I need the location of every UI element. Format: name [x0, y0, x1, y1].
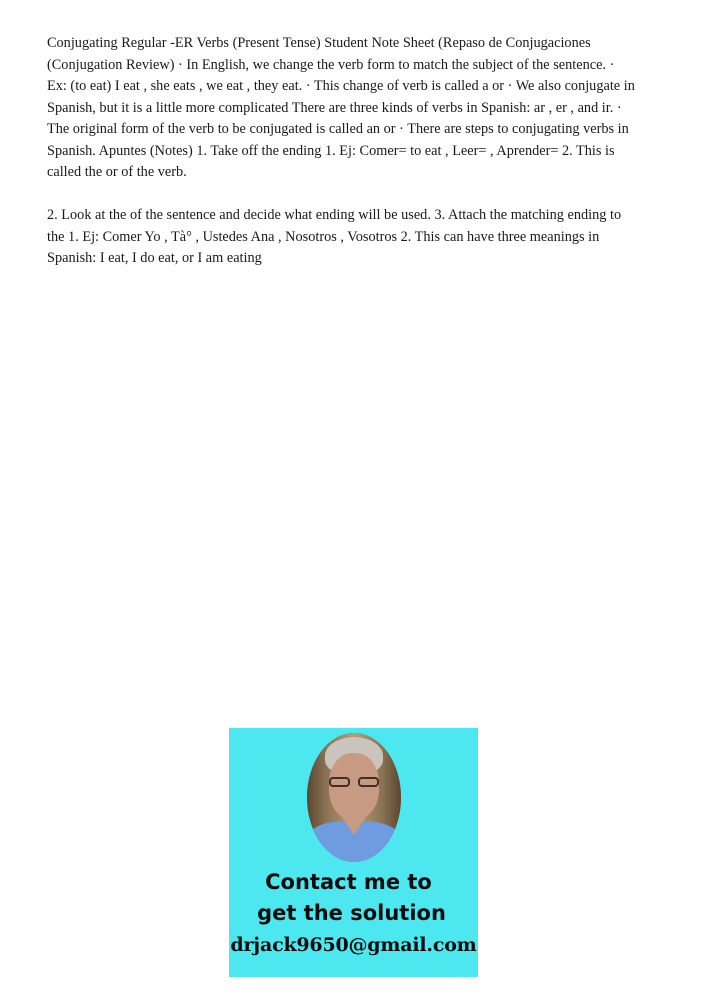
contact-heading-line-1: Contact me to	[265, 870, 432, 894]
contact-email: drjack9650@gmail.com	[230, 934, 477, 956]
portrait-photo	[307, 733, 401, 862]
contact-heading-line-2: get the solution	[257, 901, 446, 925]
contact-card	[229, 728, 478, 977]
document-body	[47, 33, 637, 270]
portrait-glasses	[329, 777, 379, 788]
paragraph-2: 2. Look at the of the sentence and decide what ending will be used. 3. Attach the matching ending to the 1. Ej: Comer Yo , Tà° , Ustedes Ana , Nosotros , Vosotros 2. This can have three meanings in Spanish: I eat, I do eat, or I am eating	[47, 207, 622, 266]
paragraph-1: Conjugating Regular -ER Verbs (Present Tense) Student Note Sheet (Repaso de Conjugaciones (Conjugation Review) · In English, we change the verb form to match the subject of the sentence. · Ex: (to eat) I eat , she eats , we eat , they eat. · This change of verb is called a or · We also conjugate in Spanish, but it is a little more complicated There are three kinds of verbs in Spanish: ar , er , and ir. · The original form of the verb to be conjugated is called an or · There are steps to conjugating verbs in Spanish. Apuntes (Notes) 1. Take off the ending 1. Ej: Comer= to eat , Leer= , Aprender= 2. This is called the or of the verb.	[47, 35, 635, 180]
